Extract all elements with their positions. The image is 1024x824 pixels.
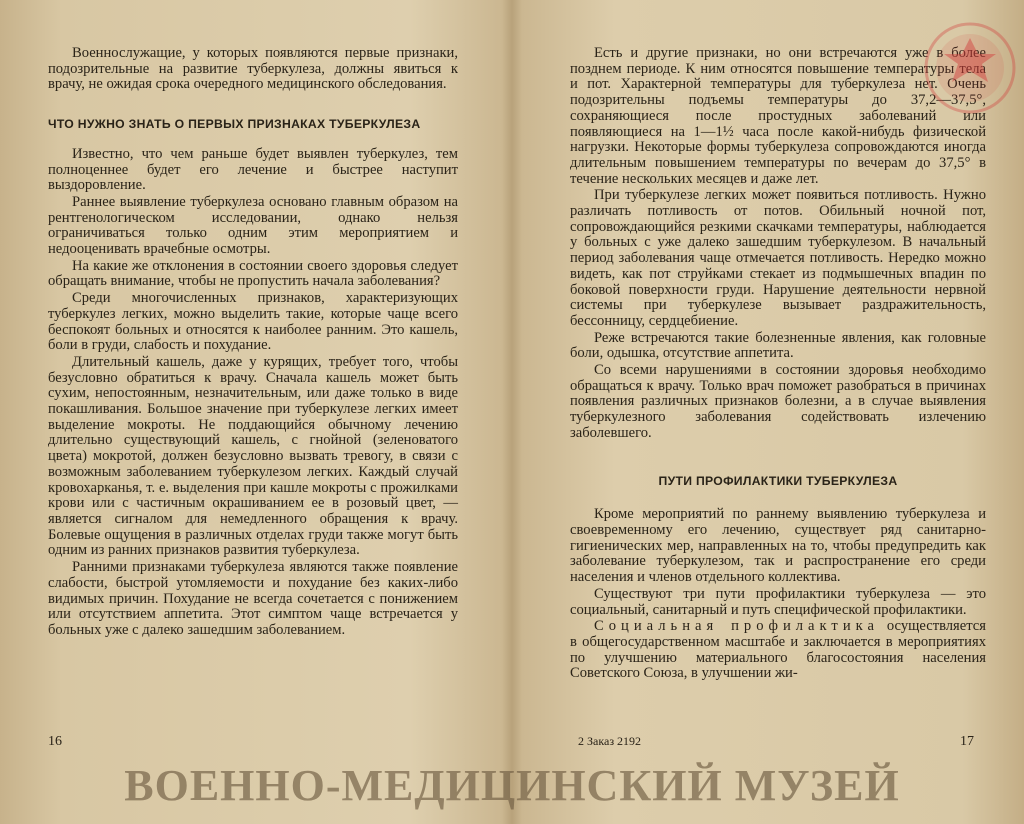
body-paragraph-social	[570, 619, 986, 682]
body-paragraph: Среди многочисленных признаков, характеризующих туберкулез легких, можно выделить такие, которые чаще всего беспокоят больных и относятся к наиболее ранним. Это кашель, боли в груди, слабость и похудание.	[48, 290, 458, 354]
left-text-column	[48, 46, 458, 640]
body-paragraph: При туберкулезе легких может появиться потливость. Нужно различать потливость от потов. Обильный ночной пот, сопровождающийся резкими скачками температуры, наблюдается у больных с уже далеко зашедшим туберкулезом. В начальный период заболевания чаще отмечается потливость. Нередко можно видеть, как пот струйками стекает из подмышечных впадин по боковой поверхности груди. Нарушение деятельности нервной системы при туберкулезе вызывает раздражительность, бессонницу, сердцебиение.	[570, 187, 986, 329]
spaced-emphasis: Социальная профилактика	[594, 618, 879, 635]
section-heading-first-signs: ЧТО НУЖНО ЗНАТЬ О ПЕРВЫХ ПРИЗНАКАХ ТУБЕРКУЛЕЗА	[48, 117, 421, 132]
body-paragraph: На какие же отклонения в состоянии своего здоровья следует обращать внимание, чтобы не пропустить начала заболевания?	[48, 257, 458, 290]
body-paragraph: Раннее выявление туберкулеза основано главным образом на рентгенологическом исследовании, однако нельзя ограничиваться только одним этим мероприятием и недооценивать врачебные осмотры.	[48, 193, 458, 258]
page-number-right: 17	[960, 734, 974, 749]
body-paragraph: Реже встречаются такие болезненные явления, как головные боли, одышка, отсутствие аппетита.	[570, 329, 986, 362]
body-paragraph: Известно, что чем раньше будет выявлен туберкулез, тем полноценнее будет его лечение и быстрее наступит выздоровление.	[48, 145, 458, 194]
right-text-column	[570, 46, 986, 683]
intro-paragraph: Военнослужащие, у которых появляются первые признаки, подозрительные на развитие туберкулеза, должны явиться к врачу, не ожидая срока очередного медицинского обследования.	[48, 45, 458, 93]
museum-seal-stamp	[920, 18, 1020, 128]
body-paragraph: Длительный кашель, даже у курящих, требует того, чтобы безусловно обратиться к врачу. Сначала кашель может быть сухим, непостоянным, незначительным, или даже только в виде покашливания. Большое значение при туберкулезе легких имеет выделение мокроты. Не поддающийся обычному лечению длительно существующий кашель, с гнойной (зеленоватого цвета) мокротой, должен безусловно вызвать тревогу, в связи с возможным заболеванием туберкулезом легких. Каждый случай кровохарканья, т. е. выделения при кашле мокроты с прожилками крови или с частичным окрашиванием ее в розовый цвет, — является сигналом для немедленного обращения к врачу. Болевые ощущения в различных отделах груди также могут быть одним из ранних признаков развития туберкулеза.	[48, 353, 458, 559]
body-paragraph: Есть и другие признаки, но они встречаются уже в более позднем периоде. К ним относятся повышение температуры тела и пот. Характерной температуры для туберкулеза нет. Очень подозрительны подъемы температуры до 37,2—37,5°, сохраняющиеся после простудных заболеваний или появляющиеся на 1—1½ часа после какой-нибудь физической нагрузки. Некоторые формы туберкулеза сопровождаются иногда длительным повышением температуры по вечерам до 37,5° в течение нескольких месяцев и даже лет.	[570, 45, 986, 187]
museum-watermark: ВОЕННО-МЕДИЦИНСКИЙ МУЗЕЙ	[124, 761, 900, 810]
body-paragraph: Существуют три пути профилактики туберкулеза — это социальный, санитарный и путь специфической профилактики.	[570, 585, 986, 618]
body-paragraph: Со всеми нарушениями в состоянии здоровья необходимо обращаться к врачу. Только врач поможет разобраться в причинах появления различных признаков болезни, а в случае выявления туберкулезного заболевания содействовать излечению заболевшего.	[570, 362, 986, 441]
paragraph-continuation: осуществляется в общегосударственном масштабе и заключается в мероприятиях по улучшению материального благосостояния населения Советского Союза, в улучшении жи-	[570, 618, 986, 682]
section-heading-prevention: ПУТИ ПРОФИЛАКТИКИ ТУБЕРКУЛЕЗА	[658, 473, 898, 488]
printer-signature: 2 Заказ 2192	[578, 734, 642, 748]
body-paragraph: Кроме мероприятий по раннему выявлению туберкулеза и своевременному его лечению, существует ряд санитарно-гигиенических мер, направленных на то, чтобы предупредить как заболевание туберкулезом, так и распространение его среди населения и членов отдельного коллектива.	[570, 506, 986, 586]
right-page	[512, 0, 1024, 824]
page-number-left: 16	[48, 734, 62, 749]
body-paragraph: Ранними признаками туберкулеза являются также появление слабости, быстрой утомляемости и похудание без каких-либо видимых причин. Похудание не всегда сочетается с понижением или отсутствием аппетита. Этот симптом чаще встречается у больных уже с далеко зашедшим заболеванием.	[48, 559, 458, 638]
